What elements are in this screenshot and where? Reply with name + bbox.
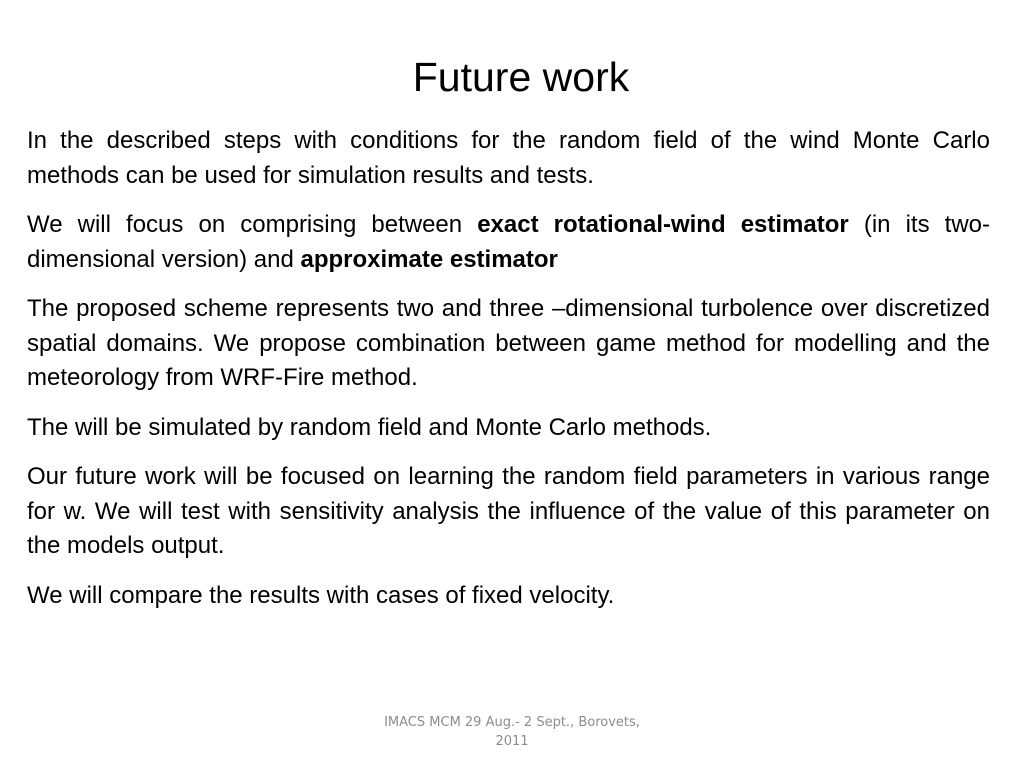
exact-estimator-term: exact rotational-wind estimator — [477, 211, 849, 238]
paragraph-6: We will compare the results with cases of fixed velocity. — [27, 581, 615, 609]
approximate-estimator-term: approximate estimator — [300, 245, 558, 273]
slide-title: Future work — [412, 54, 630, 100]
footer-line-2: 2011 — [495, 734, 529, 749]
paragraph-5: Our future work will be focused on learning the random field parameters in various range for w. We will test with sensitivity analysis the influence of the value of this parameter on the models output. — [27, 463, 990, 559]
paragraph-4: The will be simulated by random field and Monte Carlo methods. — [27, 413, 712, 441]
paragraph-3: The proposed scheme represents two and three –dimensional turbolence over discretized spatial domains. We propose combination between game method for modelling and the meteorology from WRF-Fire method. — [27, 295, 990, 391]
slide-body — [27, 124, 990, 628]
slide-footer — [362, 713, 662, 751]
paragraph-2-lead: We will focus on comprising between — [27, 211, 478, 238]
paragraph-2 — [27, 208, 990, 277]
paragraph-2-middle: (in its two-dimensional version) and — [27, 211, 990, 273]
paragraph-1: In the described steps with conditions for the random field of the wind Monte Carlo methods can be used for simulation results and tests. — [27, 127, 990, 189]
footer-line-1: IMACS MCM 29 Aug.- 2 Sept., Borovets, — [384, 715, 640, 730]
